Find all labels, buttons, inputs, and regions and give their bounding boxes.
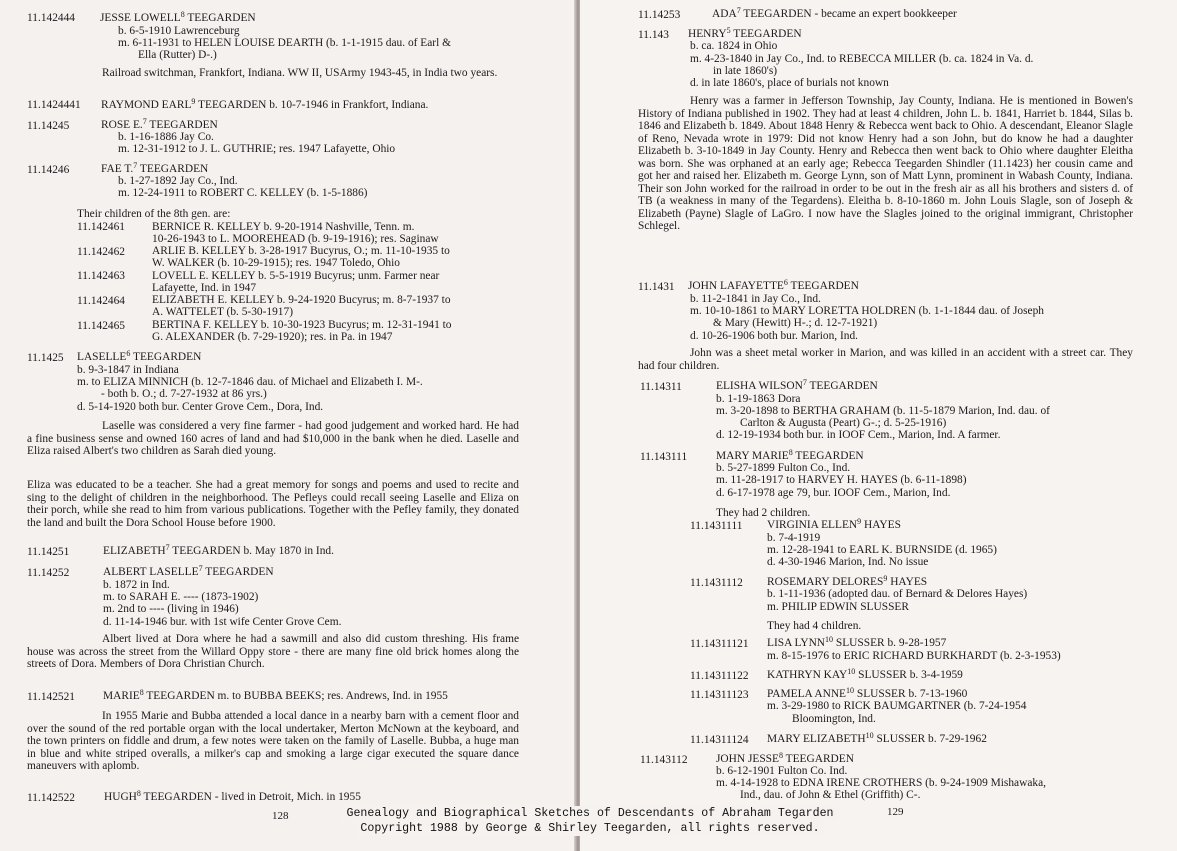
- entry-marriage: m. to ELIZA MINNICH (b. 12-7-1846 dau. of Michael and Elizabeth I. M-.: [77, 376, 423, 388]
- entry-marriage-cont: Ind., dau. of John & Ethel (Griffith) C-.: [740, 789, 921, 801]
- children-count-note: They had 4 children.: [767, 620, 862, 632]
- entry-death: d. in late 1860's, place of burials not known: [690, 77, 889, 89]
- child-line: ARLIE B. KELLEY b. 3-28-1917 Bucyrus, O.; m. 11-10-1935 to: [152, 245, 450, 257]
- entry-marriage-2: m. 2nd to ---- (living in 1946): [103, 603, 239, 615]
- entry-birth: b. 11-2-1841 in Jay Co., Ind.: [690, 293, 821, 305]
- entry-name: JOHN LAFAYETTE$^6$ TEEGARDEN: [688, 278, 859, 292]
- entry-id: 11.142521: [27, 691, 75, 703]
- entry-name: RAYMOND EARL$^9$ TEEGARDEN b. 10-7-1946 in Frankfort, Indiana.: [101, 97, 429, 111]
- entry-marriage-cont: - both b. O.; d. 7-27-1932 at 86 yrs.): [101, 388, 267, 400]
- entry-id: 11.14311123: [690, 689, 749, 701]
- paragraph: Albert lived at Dora where he had a sawmill and also did custom threshing. His frame house was across the street from the Willard Oppy store - there are many fine old brick homes along the streets of Dora. Members of Dora Christian Church.: [27, 633, 519, 670]
- entry-id: 11.142522: [27, 792, 75, 804]
- entry-marriage: m. 4-23-1840 in Jay Co., Ind. to REBECCA MILLER (b. ca. 1824 in Va. d.: [690, 53, 1034, 65]
- entry-marriage: m. 12-31-1912 to J. L. GUTHRIE; res. 1947 Lafayette, Ohio: [118, 143, 396, 155]
- entry-marriage: m. 12-24-1911 to ROBERT C. KELLEY (b. 1-5-1886): [118, 187, 368, 199]
- paragraph: Laselle was considered a very fine farmer - had good judgement and worked hard. He had a fine business sense and owned 160 acres of land and had $10,000 in the bank when he died. Laselle and Eliza raised Albert's two children as Sarah died young.: [27, 420, 519, 457]
- entry-name: FAE T.$^7$ TEEGARDEN: [101, 161, 209, 175]
- entry-marriage-cont: Bloomington, Ind.: [792, 713, 876, 725]
- entry-id: 11.142444: [27, 12, 75, 24]
- footer-title: Genealogy and Biographical Sketches of Descendants of Abraham Tegarden: [342, 806, 837, 821]
- entry-marriage: m. 11-28-1917 to HARVEY H. HAYES (b. 6-11-1898): [716, 474, 967, 486]
- paragraph: Eliza was educated to be a teacher. She had a great memory for songs and poems and used to recite and sing to the delight of children in the neighborhood. The Pefleys could recall seeing Laselle and Eliza on their porch, while she read to him from various publications. Together with the Pefley family, they donated the land and built the Dora School House before 1900.: [27, 479, 519, 529]
- entry-death: d. 6-17-1978 age 79, bur. IOOF Cem., Marion, Ind.: [716, 487, 951, 499]
- page-number: 129: [887, 806, 904, 818]
- entry-name: ROSE E.$^7$ TEEGARDEN: [101, 117, 218, 131]
- entry-birth: b. 1-27-1892 Jay Co., Ind.: [118, 175, 238, 187]
- entry-id: 11.142462: [77, 246, 125, 258]
- entry-marriage: m. 3-20-1898 to BERTHA GRAHAM (b. 11-5-1879 Marion, Ind. dau. of: [716, 405, 1050, 417]
- child-line: A. WATTELET (b. 5-30-1917): [152, 306, 293, 318]
- paragraph: Railroad switchman, Frankfort, Indiana. WW II, USArmy 1943-45, in India two years.: [102, 67, 498, 79]
- entry-name: HUGH$^8$ TEEGARDEN - lived in Detroit, Mich. in 1955: [104, 789, 361, 803]
- entry-death: d. 10-26-1906 both bur. Marion, Ind.: [690, 330, 858, 342]
- entry-marriage: m. 8-15-1976 to ERIC RICHARD BURKHARDT (b. 2-3-1953): [767, 650, 1061, 662]
- entry-name: ALBERT LASELLE$^7$ TEEGARDEN: [103, 564, 274, 578]
- entry-name: HENRY$^5$ TEEGARDEN: [688, 26, 802, 40]
- children-heading: Their children of the 8th gen. are:: [77, 208, 231, 220]
- child-line: LOVELL E. KELLEY b. 5-5-1919 Bucyrus; unm. Farmer near: [152, 270, 440, 282]
- entry-id: 11.14246: [27, 164, 70, 176]
- entry-id: 11.14311122: [690, 670, 749, 682]
- entry-id: 11.1431112: [690, 577, 743, 589]
- entry-death: d. 12-19-1934 both bur. in IOOF Cem., Marion, Ind. A farmer.: [716, 429, 1001, 441]
- entry-name: MARY MARIE$^8$ TEEGARDEN: [716, 448, 864, 462]
- entry-id: 11.14311121: [690, 638, 749, 650]
- entry-death: d. 11-14-1946 bur. with 1st wife Center Grove Cem.: [103, 616, 342, 628]
- entry-birth: b. 6-12-1901 Fulton Co. Ind.: [716, 765, 848, 777]
- page-number: 128: [272, 810, 289, 822]
- child-line: Lafayette, Ind. in 1947: [152, 282, 257, 294]
- entry-name: MARY ELIZABETH$^{10}$ SLUSSER b. 7-29-1962: [767, 731, 987, 745]
- entry-birth: b. 1-19-1863 Dora: [716, 393, 801, 405]
- entry-death: d. 4-30-1946 Marion, Ind. No issue: [767, 556, 929, 568]
- right-page: [580, 0, 1177, 851]
- entry-id: 11.14311: [640, 381, 682, 393]
- left-page: [0, 0, 578, 851]
- entry-id: 11.142463: [77, 270, 125, 282]
- entry-id: 11.1424441: [27, 99, 81, 111]
- entry-id: 11.143111: [640, 451, 688, 463]
- entry-name: KATHRYN KAY$^{10}$ SLUSSER b. 3-4-1959: [767, 667, 963, 681]
- entry-name: MARIE$^8$ TEEGARDEN m. to BUBBA BEEKS; res. Andrews, Ind. in 1955: [103, 688, 448, 702]
- entry-marriage-cont: Carlton & Augusta (Peart) G-.; d. 5-25-1916): [740, 417, 947, 429]
- entry-name: PAMELA ANNE$^{10}$ SLUSSER b. 7-13-1960: [767, 686, 968, 700]
- entry-marriage: m. PHILIP EDWIN SLUSSER: [767, 601, 909, 613]
- child-line: BERNICE R. KELLEY b. 9-20-1914 Nashville, Tenn. m.: [152, 221, 415, 233]
- child-line: W. WALKER (b. 10-29-1915); res. 1947 Toledo, Ohio: [152, 257, 400, 269]
- entry-name: VIRGINIA ELLEN$^9$ HAYES: [767, 517, 901, 531]
- child-line: G. ALEXANDER (b. 7-29-1920); res. in Pa. in 1947: [152, 331, 393, 343]
- entry-marriage-cont: in late 1860's): [713, 65, 778, 77]
- entry-id: 11.14311124: [690, 734, 749, 746]
- entry-marriage: m. 6-11-1931 to HELEN LOUISE DEARTH (b. 1-1-1915 dau. of Earl &: [118, 37, 451, 49]
- paragraph: Henry was a farmer in Jefferson Township, Jay County, Indiana. He is mentioned in Bowen's History of Indiana published in 1902. They had at least 4 children, John L. b. 1841, Harriet b. 1844, Silas b. 1846 and Elizabeth b. 1849. About 1848 Henry & Rebecca went back to Ohio. A descendant, Eleanor Slagle of Reno, Nevada wrote in 1979: Did not know Henry had a son John, but do know he had a daughter Elizabeth b. 3-10-1849 in Jay County. Henry and Rebecca then went back to Ohio where daughter Eleitha was born. She was orphaned at an early age; Rebecca Teegarden Shindler (11.1423) her cousin came and got her and raised her. Elizabeth m. George Lynn, son of Matt Lynn, prominent in Wabash County, Indiana. Their son John worked for the railroad in order to be out in the fresh air as all his brothers and sisters d. of TB (a weakness in many of the Tegardens). Eleitha b. 8-10-1860 m. John Louis Slagle, son of Joseph & Elizabeth (Payne) Slagle of LaGro. I now have the Slagles joined to the original immigrant, Christopher Schlegel.: [638, 95, 1133, 232]
- entry-marriage: m. 3-29-1980 to RICK BAUMGARTNER (b. 7-24-1954: [767, 700, 1027, 712]
- entry-marriage-cont: Ella (Rutter) D-.): [138, 49, 217, 61]
- entry-birth: b. 1872 in Ind.: [103, 579, 170, 591]
- entry-name: ELISHA WILSON$^7$ TEEGARDEN: [716, 378, 878, 392]
- entry-marriage-cont: & Mary (Hewitt) H-.; d. 12-7-1921): [713, 317, 878, 329]
- entry-id: 11.143: [638, 29, 669, 41]
- entry-birth: b. 5-27-1899 Fulton Co., Ind.: [716, 462, 851, 474]
- entry-name: ELIZABETH$^7$ TEEGARDEN b. May 1870 in Ind.: [103, 543, 334, 557]
- entry-name: ADA$^7$ TEEGARDEN - became an expert bookkeeper: [712, 6, 957, 20]
- child-line: 10-26-1943 to L. MOOREHEAD (b. 9-19-1916); res. Saginaw: [152, 233, 439, 245]
- entry-id: 11.1431: [638, 281, 675, 293]
- copyright-footer: [250, 806, 930, 836]
- entry-id: 11.142464: [77, 295, 125, 307]
- entry-name: ROSEMARY DELORES$^9$ HAYES: [767, 574, 928, 588]
- entry-marriage: m. 10-10-1861 to MARY LORETTA HOLDREN (b. 1-1-1844 dau. of Joseph: [690, 305, 1044, 317]
- entry-birth: b. 1-16-1886 Jay Co.: [118, 131, 214, 143]
- entry-death: d. 5-14-1920 both bur. Center Grove Cem., Dora, Ind.: [77, 401, 324, 413]
- entry-id: 11.142465: [77, 320, 125, 332]
- entry-id: 11.1431111: [690, 520, 743, 532]
- children-count-note: They had 2 children.: [716, 507, 811, 519]
- entry-birth: b. 6-5-1910 Lawrenceburg: [118, 25, 240, 37]
- entry-marriage: m. 4-14-1928 to EDNA IRENE CROTHERS (b. 9-24-1909 Mishawaka,: [716, 777, 1046, 789]
- footer-copyright: Copyright 1988 by George & Shirley Teegarden, all rights reserved.: [356, 821, 823, 836]
- entry-id: 11.14245: [27, 120, 70, 132]
- entry-name: JESSE LOWELL$^8$ TEEGARDEN: [100, 10, 256, 24]
- entry-id: 11.142461: [77, 221, 125, 233]
- child-line: ELIZABETH E. KELLEY b. 9-24-1920 Bucyrus; m. 8-7-1937 to: [152, 294, 451, 306]
- child-line: BERTINA F. KELLEY b. 10-30-1923 Bucyrus; m. 12-31-1941 to: [152, 319, 452, 331]
- paragraph: In 1955 Marie and Bubba attended a local dance in a nearby barn with a cement floor and over the sound of the red portable organ with the local undertaker, Merton McNown at the keyboard, and the town printers on fiddle and drum, a few notes were taken on the family of Laselle. Bubba, a huge man in blue and white striped overalls, a milker's cap and smoking a large cigar executed the square dance maneuvers with aplomb.: [27, 710, 519, 772]
- entry-id: 11.143112: [640, 754, 688, 766]
- entry-birth: b. 1-11-1936 (adopted dau. of Bernard & Delores Hayes): [767, 588, 1028, 600]
- entry-id: 11.14253: [638, 9, 681, 21]
- entry-name: JOHN JESSE$^8$ TEEGARDEN: [716, 751, 854, 765]
- entry-id: 11.1425: [27, 352, 64, 364]
- entry-name: LISA LYNN$^{10}$ SLUSSER b. 9-28-1957: [767, 635, 947, 649]
- entry-birth: b. 9-3-1847 in Indiana: [77, 364, 179, 376]
- entry-birth: b. 7-4-1919: [767, 532, 821, 544]
- entry-marriage: m. 12-28-1941 to EARL K. BURNSIDE (d. 1965): [767, 544, 997, 556]
- entry-marriage: m. to SARAH E. ---- (1873-1902): [103, 591, 259, 603]
- entry-id: 11.14251: [27, 546, 70, 558]
- entry-birth: b. ca. 1824 in Ohio: [690, 40, 778, 52]
- entry-name: LASELLE$^6$ TEEGARDEN: [77, 349, 202, 363]
- paragraph: John was a sheet metal worker in Marion, and was killed in an accident with a street car. They had four children.: [638, 347, 1133, 372]
- entry-id: 11.14252: [27, 567, 70, 579]
